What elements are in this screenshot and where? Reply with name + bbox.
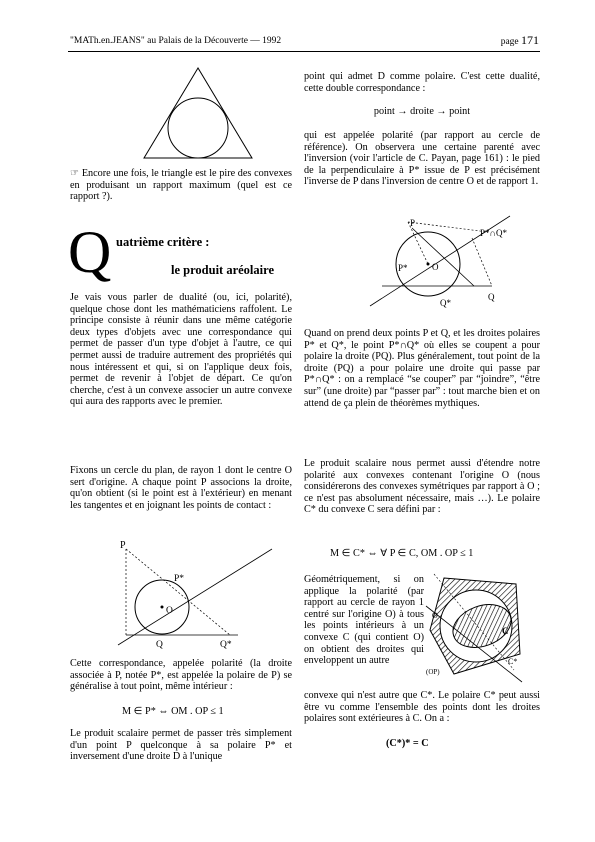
- section-subtitle: le produit aréolaire: [171, 263, 274, 277]
- page-number-value: 171: [521, 33, 539, 47]
- col2-paragraph-4: Le produit scalaire nous permet aussi d'étendre notre polarité aux convexes contenant l'origine O (nous considérerons des convexes symétriques par rapport à O ; ce n'est pas absolument nécessaire, mais …). Le polaire C* du convexe C sera défini par :: [304, 458, 540, 516]
- drop-cap: Q: [68, 219, 112, 285]
- triangle-incircle-figure: [138, 62, 258, 162]
- fig1-label-Q: Q: [156, 640, 163, 650]
- fig1-label-Pstar: P*: [174, 574, 185, 584]
- fig3-label-C: C: [502, 626, 509, 636]
- fig3-label-OP: (OP): [426, 668, 440, 676]
- fig2-label-Qstar: Q*: [440, 298, 451, 308]
- col2-paragraph-5: Géométriquement, si on applique la polarité (par rapport au cercle de rayon 1 centré sur l'origine O) à tous les points intérieurs à un convexe C (qui contient O) on obtient des droites qui enveloppent un autre: [304, 574, 424, 667]
- col2-paragraph-1: point qui admet D comme polaire. C'est cette dualité, cette double correspondance :: [304, 71, 540, 94]
- fig2-label-Pstar: P*: [398, 263, 408, 273]
- fig1-label-Qstar: Q*: [220, 640, 232, 650]
- fig1-label-O: O: [166, 606, 173, 616]
- formula-double-polar: (C*)* = C: [386, 738, 429, 749]
- section-title: uatrième critère :: [116, 235, 210, 249]
- col2-paragraph-3: Quand on prend deux points P et Q, et les droites polaires P* et Q*, le point P*∩Q* où elles se coupent a pour polaire la droite (PQ). Plus généralement, tout point de la droite (PQ) a pour polaire une droite qui passe par P*∩Q* : on a remplacé “se couper” par “joindre”, “être sur” (une droite) par “passer par” : tout marche bien et on attend de ça plein de théorèmes mythiques.: [304, 328, 540, 409]
- polar-figure: [110, 537, 280, 652]
- convex-polar-figure: [424, 570, 524, 688]
- fig3-label-Cstar: C*: [508, 657, 518, 666]
- header-rule: [68, 51, 540, 52]
- page-number: [501, 33, 539, 48]
- formula-polar-convex: M ∈ C* ⇔ ∀ P ∈ C, OM . OP ≤ 1: [330, 548, 474, 559]
- col2-paragraph-6: convexe qui n'est autre que C*. Le polaire C* peut aussi être vu comme l'ensemble des points dont les droites polaires sont extérieures à C. On a :: [304, 690, 540, 725]
- page-label: page: [500, 37, 519, 47]
- fig2-label-O: O: [432, 262, 439, 272]
- duality-chain: point → droite → point: [373, 106, 471, 117]
- formula-polar-point: M ∈ P* ⇔ OM . OP ≤ 1: [122, 706, 224, 717]
- fig2-label-PnQ: P*∩Q*: [480, 228, 508, 238]
- fig1-label-P: P: [120, 540, 126, 551]
- fig3-label-O: O: [432, 611, 438, 620]
- col1-paragraph-4: Le produit scalaire permet de passer très simplement d'un point P quelconque à sa polaire P* et inversement d'une droite D à l'unique: [70, 728, 292, 763]
- running-header: "MATh.en.JEANS" au Palais de la Découverte — 1992: [70, 36, 282, 46]
- fig2-label-P: P: [410, 218, 416, 228]
- col1-paragraph-2: Fixons un cercle du plan, de rayon 1 dont le centre O sert d'origine. A chaque point P associons la droite, qu'on obtient (si le point est à l'extérieur) en menant les tangentes et en joignant les points de contact :: [70, 465, 292, 511]
- col1-paragraph-3: Cette correspondance, appelée polarité (la droite associée à P, notée P*, est appelée la polaire de P) se généralise à tout point, même intérieur :: [70, 658, 292, 693]
- triangle-caption: ☞ Encore une fois, le triangle est le pire des convexes en produisant un rapport maximum (quel est ce rapport ?).: [70, 168, 292, 203]
- col1-paragraph-1: Je vais vous parler de dualité (ou, ici, polarité), quelque chose dont les mathématiciens raffolent. Le principe consiste à réunir dans une même catégorie deux types d'objets avec une correspondance qui permet de passer d'un type d'objet à l'autre, ce qui permet aussi de traduire autrement des propriétés qui nous intéressent et qui, si on l'applique deux fois, permet de revenir à l'objet de départ. Ce qu'on cherche, c'est à un convexe associer un autre convexe qui aura des rapports avec le premier.: [70, 292, 292, 408]
- col2-paragraph-2: qui est appelée polarité (par rapport au cercle de référence). On observera une certaine parenté avec l'inversion (voir l'article de C. Payan, page 161) : le pied de la perpendiculaire à P* issue de P est précisément l'inverse de P dans l'inversion de centre O et de rapport 1.: [304, 130, 540, 188]
- fig2-label-Q: Q: [488, 292, 495, 302]
- two-point-polar-figure: [368, 214, 518, 314]
